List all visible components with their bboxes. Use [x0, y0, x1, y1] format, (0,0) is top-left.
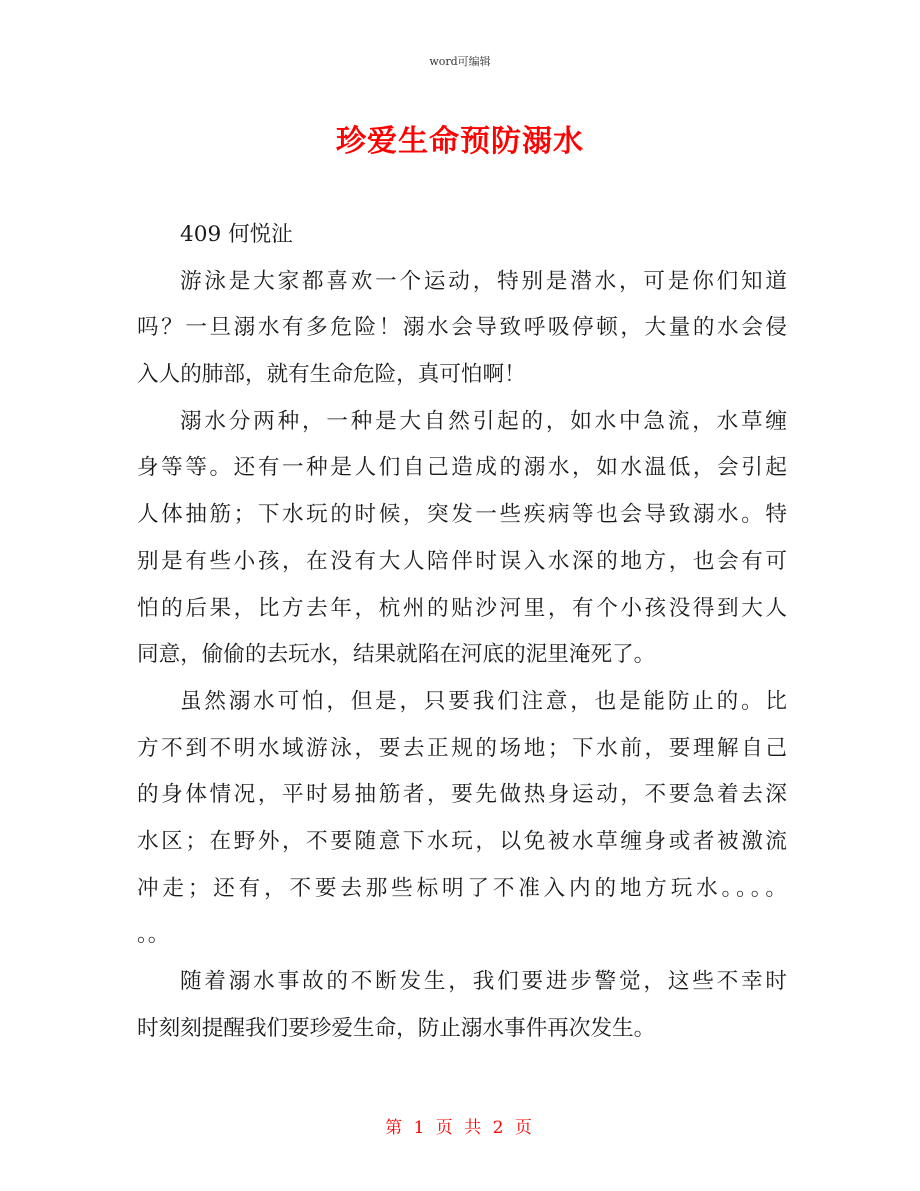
body-line: 时刻刻提醒我们要珍爱生命，防止溺水事件再次发生。 — [137, 1015, 656, 1041]
body-line: 游泳是大家都喜欢一个运动，特别是潜水，可是你们知道 — [180, 268, 787, 294]
body-line: 冲走；还有，不要去那些标明了不准入内的地方玩水。。。。 — [137, 875, 787, 901]
body-line: 别是有些小孩，在没有大人陪伴时误入水深的地方，也会有可 — [137, 548, 787, 574]
document-title: 珍爱生命预防溺水 — [336, 124, 584, 159]
body-line: 虽然溺水可怕，但是，只要我们注意，也是能防止的。比 — [180, 688, 787, 714]
body-line: 溺水分两种，一种是大自然引起的，如水中急流，水草缠 — [180, 408, 787, 434]
body-line: 吗？一旦溺水有多危险！溺水会导致呼吸停顿，大量的水会侵 — [137, 315, 787, 341]
body-line: 同意，偷偷的去玩水，结果就陷在河底的泥里淹死了。 — [137, 642, 656, 668]
body-line: 。。 — [137, 922, 170, 948]
page-number-footer: 第 1 页 共 2 页 — [385, 1118, 535, 1138]
body-line: 方不到不明水域游泳，要去正规的场地；下水前，要理解自己 — [137, 735, 787, 761]
author-line: 409 何悦沚 — [180, 222, 293, 247]
body-line: 随着溺水事故的不断发生，我们要进步警觉，这些不幸时 — [180, 969, 787, 994]
body-line: 怕的后果，比方去年，杭州的贴沙河里，有个小孩没得到大人 — [137, 595, 787, 621]
body-line: 水区；在野外，不要随意下水玩，以免被水草缠身或者被激流 — [137, 828, 787, 854]
document-body — [137, 212, 787, 1052]
header-note: word可编辑 — [429, 55, 491, 68]
body-line: 的身体情况，平时易抽筋者，要先做热身运动，不要急着去深 — [137, 782, 787, 808]
body-line: 入人的肺部，就有生命危险，真可怕啊！ — [137, 362, 526, 388]
body-line: 身等等。还有一种是人们自己造成的溺水，如水温低，会引起 — [137, 455, 787, 481]
body-line: 人体抽筋；下水玩的时候，突发一些疾病等也会导致溺水。特 — [137, 502, 787, 528]
